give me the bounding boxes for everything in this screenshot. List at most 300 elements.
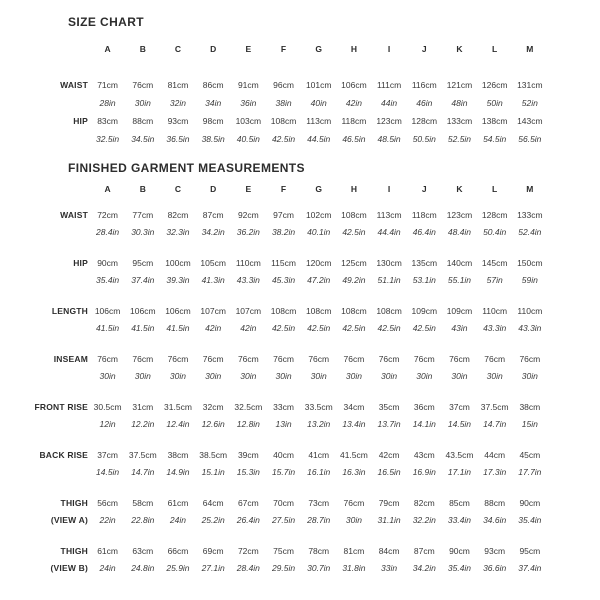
row-label: WAIST (60, 80, 88, 90)
measurement-block (0, 254, 600, 288)
inch-value: 15in (521, 418, 538, 429)
column-header-K: K (456, 44, 463, 54)
measurement-block (0, 494, 600, 528)
inch-value: 16.5in (377, 466, 401, 477)
inch-value: 59in (521, 274, 538, 285)
inch-value: 32.5in (96, 134, 120, 144)
cm-value: 78cm (308, 545, 330, 556)
cm-value: 97cm (273, 209, 294, 220)
cm-value: 42cm (378, 449, 400, 460)
cm-value: 121cm (446, 80, 473, 90)
cm-value: 106cm (341, 80, 367, 90)
cm-value: 123cm (376, 116, 402, 126)
inch-value: 42in (345, 98, 362, 108)
cm-value: 101cm (305, 80, 332, 90)
cm-value: 93cm (167, 116, 189, 126)
inch-value: 30in (521, 370, 538, 381)
cm-value: 90cm (97, 257, 118, 268)
column-header-B: B (139, 44, 146, 54)
inch-value: 30in (134, 98, 151, 108)
cm-value: 64cm (202, 497, 224, 508)
inch-row (0, 94, 600, 112)
cm-value: 31cm (132, 401, 154, 412)
cm-row (0, 254, 600, 271)
cm-value: 100cm (165, 257, 191, 268)
inch-value: 14.7in (131, 466, 155, 477)
measurement-block (0, 350, 600, 384)
cm-value: 76cm (378, 353, 400, 364)
cm-value: 38cm (167, 449, 189, 460)
inch-value: 42.5in (271, 322, 296, 333)
inch-row (0, 271, 600, 288)
cm-value: 123cm (446, 209, 473, 220)
inch-value: 49.2in (342, 274, 366, 285)
inch-value: 36.2in (236, 226, 260, 237)
inch-value: 30.3in (131, 226, 155, 237)
inch-value: 34.2in (412, 562, 436, 573)
cm-value: 110cm (517, 305, 543, 316)
cm-value: 32.5cm (234, 401, 263, 412)
finished-garment-rows (0, 206, 600, 576)
inch-value: 35.4in (96, 274, 120, 285)
inch-value: 45.3in (271, 274, 296, 285)
cm-value: 128cm (411, 116, 438, 126)
cm-value: 76cm (132, 80, 154, 90)
inch-row (0, 319, 600, 336)
cm-row (0, 112, 600, 130)
finished-garment-title: FINISHED GARMENT MEASUREMENTS (68, 161, 305, 175)
inch-value: 53.1in (412, 274, 436, 285)
inch-value: 14.9in (166, 466, 190, 477)
row-label: HIP (73, 116, 88, 126)
cm-value: 95cm (132, 257, 154, 268)
inch-row (0, 559, 600, 576)
inch-value: 35.4in (518, 514, 542, 525)
inch-value: 48in (451, 98, 468, 108)
inch-value: 50.4in (483, 226, 507, 237)
inch-value: 17.3in (483, 466, 507, 477)
cm-value: 56cm (97, 497, 118, 508)
cm-value: 106cm (165, 305, 191, 316)
inch-value: 42.5in (377, 322, 401, 333)
inch-value: 41.3in (201, 274, 225, 285)
inch-value: 30in (310, 370, 327, 381)
cm-value: 150cm (517, 257, 543, 268)
inch-value: 30in (134, 370, 151, 381)
cm-row (0, 350, 600, 367)
inch-value: 12.8in (236, 418, 260, 429)
inch-value: 50in (486, 98, 503, 108)
cm-value: 82cm (167, 209, 189, 220)
inch-value: 48.5in (377, 134, 401, 144)
inch-value: 15.3in (236, 466, 260, 477)
cm-value: 107cm (200, 305, 226, 316)
cm-value: 77cm (132, 209, 154, 220)
measurement-block (0, 76, 600, 112)
column-header-F: F (280, 184, 287, 194)
inch-value: 43.3in (518, 322, 542, 333)
inch-value: 30in (99, 370, 116, 381)
column-header-C: C (174, 44, 182, 54)
inch-value: 12.6in (201, 418, 225, 429)
column-header-K: K (456, 184, 463, 194)
inch-value: 56.5in (518, 134, 542, 144)
cm-value: 33.5cm (304, 401, 333, 412)
cm-value: 76cm (97, 353, 118, 364)
row-label: THIGH (60, 545, 88, 556)
cm-value: 133cm (446, 116, 473, 126)
cm-value: 92cm (237, 209, 259, 220)
cm-value: 76cm (343, 497, 365, 508)
inch-row (0, 463, 600, 480)
inch-value: 36.6in (483, 562, 507, 573)
cm-value: 85cm (449, 497, 470, 508)
inch-value: 30in (486, 370, 503, 381)
inch-value: 17.7in (518, 466, 542, 477)
measurement-block (0, 206, 600, 240)
inch-value: 16.3in (342, 466, 366, 477)
row-label: WAIST (60, 209, 88, 220)
cm-value: 109cm (411, 305, 438, 316)
inch-value: 38.2in (271, 226, 296, 237)
inch-value: 48.4in (447, 226, 472, 237)
inch-value: 28.4in (236, 562, 260, 573)
inch-value: 30in (345, 514, 362, 525)
inch-value: 42.5in (342, 226, 366, 237)
cm-value: 81cm (343, 545, 365, 556)
cm-value: 76cm (413, 353, 435, 364)
inch-value: 42.5in (271, 134, 296, 144)
cm-value: 120cm (305, 257, 332, 268)
inch-value: 28.4in (96, 226, 120, 237)
inch-value: 44.5in (307, 134, 331, 144)
size-chart-rows (0, 76, 600, 148)
cm-value: 76cm (132, 353, 154, 364)
cm-value: 128cm (481, 209, 508, 220)
cm-value: 76cm (273, 353, 294, 364)
cm-value: 39cm (237, 449, 259, 460)
cm-value: 130cm (376, 257, 402, 268)
cm-value: 37.5cm (128, 449, 157, 460)
cm-value: 125cm (341, 257, 367, 268)
cm-value: 76cm (484, 353, 506, 364)
column-header-H: H (350, 44, 357, 54)
inch-value: 34.6in (483, 514, 507, 525)
section-finished-garment-measurements (0, 162, 600, 576)
cm-value: 75cm (273, 545, 294, 556)
inch-value: 41.5in (166, 322, 190, 333)
inch-value: 34.2in (201, 226, 225, 237)
inch-row (0, 511, 600, 528)
column-header-A: A (104, 184, 111, 194)
inch-value: 13.4in (342, 418, 366, 429)
row-label: THIGH (60, 497, 88, 508)
inch-row (0, 223, 600, 240)
inch-value: 26.4in (236, 514, 260, 525)
column-header-D: D (210, 184, 217, 194)
cm-value: 67cm (237, 497, 259, 508)
cm-value: 91cm (237, 80, 259, 90)
cm-value: 87cm (202, 209, 224, 220)
cm-value: 96cm (273, 80, 294, 90)
cm-value: 93cm (484, 545, 506, 556)
cm-value: 103cm (235, 116, 262, 126)
cm-value: 76cm (202, 353, 224, 364)
measurement-block (0, 112, 600, 148)
inch-value: 36.5in (166, 134, 190, 144)
inch-value: 31.1in (377, 514, 401, 525)
cm-value: 140cm (446, 257, 473, 268)
cm-value: 108cm (270, 116, 297, 126)
cm-value: 108cm (270, 305, 297, 316)
inch-value: 14.5in (96, 466, 120, 477)
cm-value: 63cm (132, 545, 154, 556)
inch-value: 15.7in (271, 466, 296, 477)
cm-value: 111cm (376, 80, 402, 90)
inch-value: 30in (275, 370, 292, 381)
finished-garment-column-header-row (0, 180, 600, 198)
inch-value: 14.7in (483, 418, 507, 429)
inch-value: 42.5in (412, 322, 436, 333)
cm-value: 145cm (481, 257, 508, 268)
inch-value: 15.1in (201, 466, 225, 477)
inch-value: 42in (240, 322, 257, 333)
inch-value: 24.8in (131, 562, 155, 573)
row-label: INSEAM (53, 353, 88, 364)
inch-value: 14.5in (447, 418, 472, 429)
cm-value: 109cm (446, 305, 473, 316)
inch-value: 12in (99, 418, 116, 429)
inch-value: 40in (310, 98, 327, 108)
inch-value: 52in (521, 98, 538, 108)
cm-value: 113cm (376, 209, 402, 220)
cm-value: 84cm (378, 545, 400, 556)
column-header-J: J (421, 184, 427, 194)
cm-value: 116cm (411, 80, 437, 90)
cm-value: 87cm (413, 545, 435, 556)
inch-value: 27.1in (201, 562, 225, 573)
cm-row (0, 542, 600, 559)
inch-value: 28.7in (307, 514, 331, 525)
inch-value: 30in (240, 370, 257, 381)
inch-value: 44in (381, 98, 398, 108)
column-header-M: M (526, 44, 534, 54)
inch-value: 44.4in (377, 226, 401, 237)
inch-value: 30in (416, 370, 433, 381)
cm-value: 76cm (167, 353, 189, 364)
cm-value: 118cm (411, 209, 437, 220)
measurement-block (0, 302, 600, 336)
column-header-E: E (245, 44, 252, 54)
column-header-J: J (421, 44, 427, 54)
cm-value: 72cm (97, 209, 118, 220)
cm-value: 44cm (484, 449, 506, 460)
cm-row (0, 206, 600, 223)
column-header-H: H (350, 184, 357, 194)
section-size-chart (0, 16, 600, 148)
column-header-B: B (139, 184, 146, 194)
cm-value: 95cm (519, 545, 541, 556)
cm-value: 61cm (167, 497, 189, 508)
inch-value: 41.5in (96, 322, 120, 333)
inch-row (0, 130, 600, 148)
cm-value: 105cm (200, 257, 226, 268)
inch-value: 30.7in (307, 562, 331, 573)
inch-value: 46.5in (342, 134, 366, 144)
cm-value: 72cm (237, 545, 259, 556)
cm-value: 32cm (202, 401, 224, 412)
inch-value: 22.8in (131, 514, 155, 525)
inch-value: 13.2in (307, 418, 331, 429)
inch-value: 30in (381, 370, 398, 381)
cm-value: 69cm (202, 545, 224, 556)
inch-value: 34in (205, 98, 222, 108)
cm-value: 138cm (481, 116, 508, 126)
cm-value: 41cm (308, 449, 330, 460)
inch-value: 42.5in (342, 322, 366, 333)
inch-value: 32.3in (166, 226, 190, 237)
inch-value: 16.9in (412, 466, 436, 477)
inch-value: 40.5in (236, 134, 260, 144)
inch-value: 24in (99, 562, 116, 573)
inch-value: 46.4in (412, 226, 436, 237)
measurement-block (0, 542, 600, 576)
cm-value: 66cm (167, 545, 189, 556)
inch-row (0, 367, 600, 384)
row-label-secondary: (VIEW B) (50, 562, 88, 573)
cm-value: 108cm (305, 305, 332, 316)
cm-value: 108cm (341, 209, 367, 220)
cm-row (0, 398, 600, 415)
inch-value: 41.5in (131, 322, 155, 333)
row-label: LENGTH (51, 305, 88, 316)
cm-value: 88cm (484, 497, 506, 508)
inch-value: 38in (275, 98, 292, 108)
cm-value: 41.5cm (339, 449, 368, 460)
cm-value: 82cm (413, 497, 435, 508)
cm-value: 108cm (376, 305, 402, 316)
inch-value: 32.2in (412, 514, 436, 525)
inch-value: 25.2in (201, 514, 225, 525)
cm-value: 83cm (97, 116, 118, 126)
inch-value: 30in (345, 370, 362, 381)
inch-value: 27.5in (271, 514, 296, 525)
cm-value: 98cm (202, 116, 224, 126)
inch-value: 22in (99, 514, 116, 525)
cm-value: 88cm (132, 116, 154, 126)
inch-value: 47.2in (307, 274, 331, 285)
cm-value: 76cm (449, 353, 470, 364)
cm-value: 40cm (273, 449, 294, 460)
inch-value: 55.1in (447, 274, 472, 285)
cm-value: 113cm (306, 116, 332, 126)
cm-value: 107cm (235, 305, 262, 316)
size-chart-title: SIZE CHART (68, 15, 144, 29)
cm-value: 86cm (202, 80, 224, 90)
inch-value: 12.2in (131, 418, 155, 429)
cm-value: 34cm (343, 401, 365, 412)
inch-value: 14.1in (412, 418, 436, 429)
cm-value: 102cm (305, 209, 332, 220)
column-header-D: D (210, 44, 217, 54)
cm-row (0, 302, 600, 319)
inch-value: 54.5in (483, 134, 507, 144)
cm-value: 33cm (273, 401, 294, 412)
cm-value: 35cm (378, 401, 400, 412)
cm-value: 143cm (517, 116, 543, 126)
row-label: HIP (73, 257, 88, 268)
cm-value: 58cm (132, 497, 154, 508)
cm-value: 38cm (519, 401, 541, 412)
column-header-G: G (315, 184, 323, 194)
inch-value: 52.4in (518, 226, 542, 237)
inch-value: 13in (275, 418, 292, 429)
column-header-G: G (315, 44, 323, 54)
column-header-C: C (174, 184, 182, 194)
cm-value: 38.5cm (199, 449, 228, 460)
inch-value: 30in (205, 370, 222, 381)
inch-value: 30in (169, 370, 186, 381)
inch-value: 12.4in (166, 418, 190, 429)
inch-value: 43.3in (483, 322, 507, 333)
inch-value: 35.4in (447, 562, 472, 573)
column-header-I: I (387, 44, 391, 54)
cm-value: 115cm (271, 257, 296, 268)
cm-value: 71cm (97, 80, 118, 90)
cm-value: 90cm (519, 497, 541, 508)
cm-row (0, 494, 600, 511)
cm-value: 30.5cm (93, 401, 122, 412)
cm-value: 133cm (517, 209, 543, 220)
inch-value: 46in (416, 98, 433, 108)
cm-value: 81cm (167, 80, 189, 90)
inch-value: 31.8in (342, 562, 366, 573)
cm-value: 131cm (517, 80, 543, 90)
cm-value: 126cm (481, 80, 508, 90)
inch-value: 29.5in (271, 562, 296, 573)
cm-value: 108cm (341, 305, 367, 316)
cm-value: 31.5cm (164, 401, 192, 412)
cm-value: 43.5cm (445, 449, 474, 460)
inch-value: 17.1in (447, 466, 472, 477)
inch-value: 43in (451, 322, 468, 333)
inch-value: 40.1in (307, 226, 331, 237)
cm-value: 37cm (97, 449, 118, 460)
row-label: BACK RISE (39, 449, 88, 460)
inch-value: 36in (240, 98, 257, 108)
measurement-block (0, 446, 600, 480)
cm-value: 36cm (413, 401, 435, 412)
cm-value: 43cm (413, 449, 435, 460)
inch-value: 16.1in (307, 466, 331, 477)
inch-value: 42in (205, 322, 222, 333)
cm-value: 106cm (94, 305, 121, 316)
cm-value: 135cm (411, 257, 438, 268)
cm-value: 110cm (482, 305, 508, 316)
inch-value: 34.5in (131, 134, 155, 144)
column-header-F: F (280, 44, 287, 54)
inch-value: 37.4in (131, 274, 155, 285)
inch-value: 43.3in (236, 274, 260, 285)
cm-value: 110cm (235, 257, 261, 268)
cm-value: 106cm (130, 305, 156, 316)
cm-value: 79cm (378, 497, 400, 508)
inch-value: 13.7in (377, 418, 401, 429)
inch-value: 37.4in (518, 562, 542, 573)
inch-value: 42.5in (307, 322, 331, 333)
cm-value: 45cm (519, 449, 541, 460)
cm-value: 76cm (519, 353, 541, 364)
